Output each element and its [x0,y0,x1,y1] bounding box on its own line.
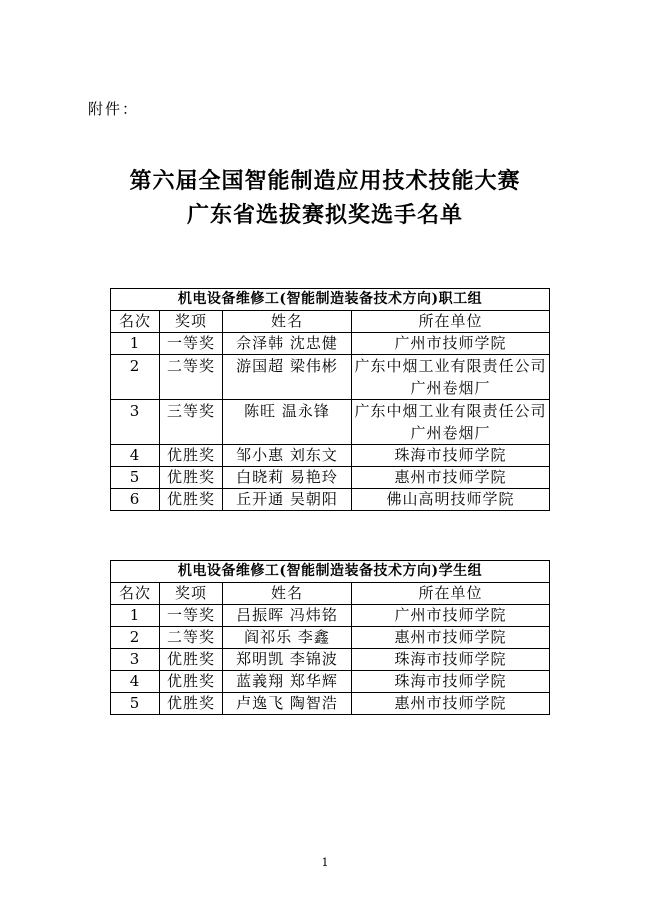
cell-rank: 3 [111,400,160,445]
cell-names: 白晓莉 易艳玲 [223,467,352,489]
awards-table-staff [110,288,550,511]
cell-unit: 珠海市技师学院 [352,671,550,693]
cell-award: 一等奖 [160,333,223,355]
awards-table-student [110,560,550,715]
cell-award: 一等奖 [160,605,223,627]
cell-unit: 惠州市技师学院 [352,693,550,715]
table-row [111,693,550,715]
cell-award: 优胜奖 [160,467,223,489]
cell-names: 丘开通 吴朝阳 [223,489,352,511]
header-unit: 所在单位 [352,311,550,333]
cell-unit: 广东中烟工业有限责任公司广州卷烟厂 [352,400,550,445]
cell-unit: 佛山高明技师学院 [352,489,550,511]
cell-award: 优胜奖 [160,671,223,693]
cell-award: 优胜奖 [160,489,223,511]
document-title-line2: 广东省选拔赛拟奖选手名单 [186,202,463,228]
cell-unit: 广州市技师学院 [352,605,550,627]
table-row [111,355,550,400]
table-row [111,400,550,445]
cell-rank: 1 [111,333,160,355]
cell-award: 三等奖 [160,400,223,445]
header-name: 姓名 [223,583,352,605]
table-row [111,627,550,649]
cell-rank: 4 [111,445,160,467]
header-unit: 所在单位 [352,583,550,605]
table-header-row [111,583,550,605]
cell-unit: 惠州市技师学院 [352,467,550,489]
header-name: 姓名 [223,311,352,333]
cell-rank: 3 [111,649,160,671]
cell-rank: 5 [111,467,160,489]
attachment-label: 附件： [88,100,140,118]
cell-award: 优胜奖 [160,445,223,467]
table-caption: 机电设备维修工(智能制造装备技术方向)学生组 [111,561,550,583]
table-row [111,671,550,693]
table-row [111,445,550,467]
cell-names: 阎祁乐 李鑫 [223,627,352,649]
table-caption-row [111,561,550,583]
table-header-row [111,311,550,333]
table-caption: 机电设备维修工(智能制造装备技术方向)职工组 [111,289,550,311]
cell-names: 蓝義翔 郑华辉 [223,671,352,693]
page-number: 1 [321,856,329,869]
cell-names: 卢逸飞 陶智浩 [223,693,352,715]
table-row [111,649,550,671]
table-row [111,605,550,627]
header-rank: 名次 [111,583,160,605]
cell-unit: 广东中烟工业有限责任公司广州卷烟厂 [352,355,550,400]
cell-names: 游国超 梁伟彬 [223,355,352,400]
cell-names: 吕振晖 冯炜铭 [223,605,352,627]
cell-rank: 2 [111,627,160,649]
cell-unit: 惠州市技师学院 [352,627,550,649]
cell-names: 邹小惠 刘东文 [223,445,352,467]
cell-award: 优胜奖 [160,693,223,715]
cell-rank: 4 [111,671,160,693]
cell-rank: 2 [111,355,160,400]
header-award: 奖项 [160,583,223,605]
cell-rank: 1 [111,605,160,627]
cell-unit: 广州市技师学院 [352,333,550,355]
cell-award: 二等奖 [160,355,223,400]
cell-award: 优胜奖 [160,649,223,671]
table-row [111,333,550,355]
header-rank: 名次 [111,311,160,333]
cell-unit: 珠海市技师学院 [352,649,550,671]
cell-names: 佘泽韩 沈忠健 [223,333,352,355]
table-row [111,489,550,511]
cell-award: 二等奖 [160,627,223,649]
cell-rank: 5 [111,693,160,715]
cell-names: 陈旺 温永锋 [223,400,352,445]
table-row [111,467,550,489]
cell-names: 郑明凯 李锦波 [223,649,352,671]
cell-unit: 珠海市技师学院 [352,445,550,467]
cell-rank: 6 [111,489,160,511]
table-caption-row [111,289,550,311]
header-award: 奖项 [160,311,223,333]
document-title-line1: 第六届全国智能制造应用技术技能大赛 [129,168,521,194]
